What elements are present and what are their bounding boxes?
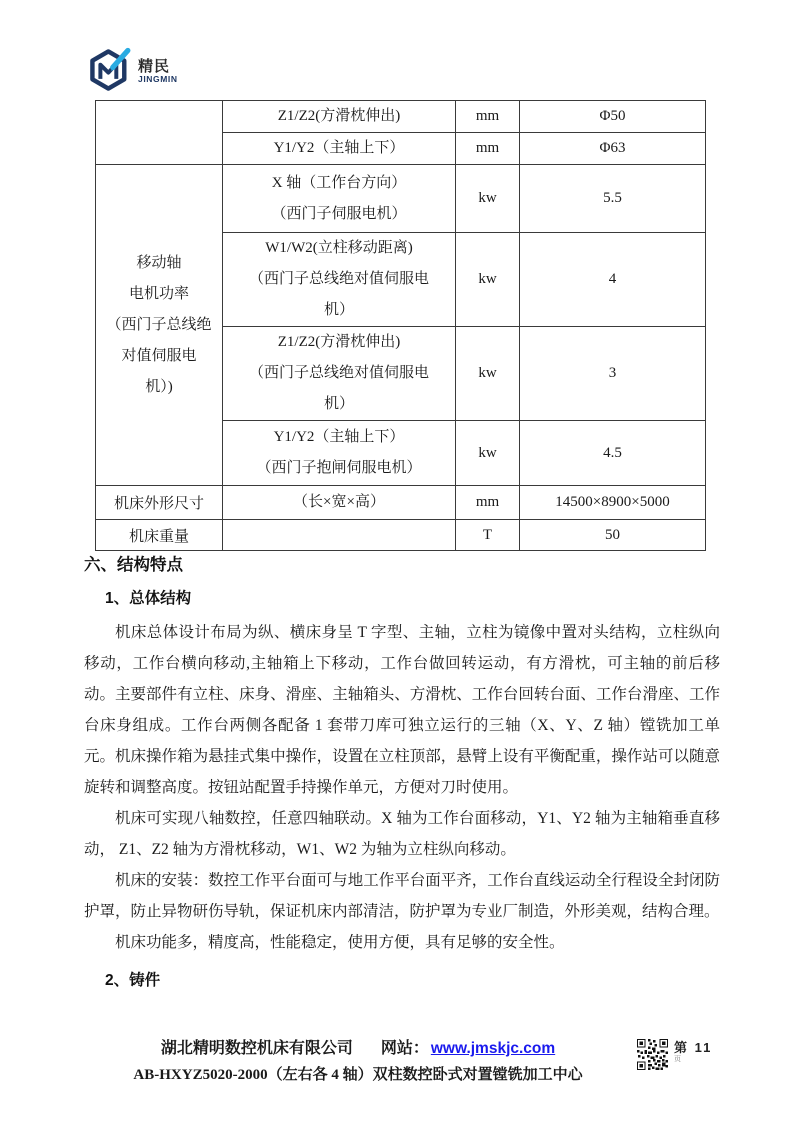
spec-unit-cell: mm [456,486,520,520]
hexagon-m-logo-icon [88,46,134,94]
spec-value-cell: 4.5 [520,421,706,486]
subsection-heading-1: 1、总体结构 [105,590,192,607]
spec-value-cell: 5.5 [520,165,706,233]
company-name: 湖北精明数控机床有限公司 [160,1040,353,1057]
spec-value-cell: 3 [520,327,706,421]
spec-value-cell: 4 [520,233,706,327]
table-row [96,101,706,133]
logo-en-label: JINGMIN [138,73,178,84]
spec-unit-cell: T [456,520,520,551]
spec-value-cell: 50 [520,520,706,551]
page-number-prefix: 第 [674,1040,690,1055]
paragraph-overall-3: 机床的安装：数控工作平台面可与地工作平台面平齐，工作台直线运动全行程设全封闭防护罩，防止异物研伤导轨，保证机床内部清洁，防护罩为专业厂制造，外形美观，结构合理。 [84,872,720,920]
spec-value-cell: 14500×8900×5000 [520,486,706,520]
page-number-suffix: 页 [674,1056,681,1063]
section-heading: 六、结构特点 [84,556,183,574]
spec-table [95,100,706,551]
paragraph-overall-1: 机床总体设计布局为纵、横床身呈 T 字型、主轴，立柱为镜像中置对头结构，立柱纵向移动，工作台横向移动,主轴箱上下移动，工作台做回转运动，有方滑枕，可主轴的前后移动。主要部件有立柱、床身、滑座、主轴箱头、方滑枕、工作台回转台面、工作台滑座、工作台床身组成。工作台两侧各配备 1 套带刀库可独立运行的三轴（X、Y、Z 轴）镗铣加工单元。机床操作箱为悬挂式集中操作，设置在立柱顶部，悬臂上设有平衡配重，操作站可以随意旋转和调整高度。按钮站配置手持操作单元，方便对刀时使用。 [84,624,720,796]
spec-unit-cell: kw [456,233,520,327]
spec-param-cell: Z1/Z2(方滑枕伸出) [223,101,456,133]
spec-param-cell: Y1/Y2（主轴上下） [223,133,456,165]
spec-param-cell: X 轴（工作台方向） （西门子伺服电机） [223,165,456,233]
spec-unit-cell: mm [456,101,520,133]
logo-text [138,59,178,84]
company-logo [88,46,178,94]
spec-param-cell [223,520,456,551]
page-number-value: 11 [694,1040,713,1055]
paragraph-overall-4: 机床功能多，精度高，性能稳定，使用方便，具有足够的安全性。 [115,934,565,951]
spec-param-cell: Z1/Z2(方滑枕伸出) （西门子总线绝对值伺服电 机） [223,327,456,421]
spec-row-label-cell: 机床外形尺寸 [96,486,223,520]
spec-group-empty-cell [96,101,223,165]
footer-text [84,1036,632,1088]
spec-value-cell: Φ63 [520,133,706,165]
paragraph-overall-2: 机床可实现八轴数控，任意四轴联动。X 轴为工作台面移动，Y1、Y2 轴为主轴箱垂直移动， Z1、Z2 轴为方滑枕移动，W1、W2 为轴为立柱纵向移动。 [84,810,720,858]
website-label: 网站： [380,1040,429,1057]
subsection-heading-2: 2、铸件 [105,972,161,989]
spec-param-cell: Y1/Y2（主轴上下） （西门子抱闸伺服电机） [223,421,456,486]
qr-code-icon [637,1039,668,1070]
spec-unit-cell: kw [456,165,520,233]
table-row [96,165,706,233]
table-row [96,520,706,551]
table-row [96,486,706,520]
spec-unit-cell: kw [456,327,520,421]
footer-model-line: AB-HXYZ5020-2000（左右各 4 轴）双柱数控卧式对置镗铣加工中心 [133,1067,583,1083]
spec-group-label-cell: 移动轴 电机功率 （西门子总线绝 对值伺服电 机）) [96,165,223,486]
spec-param-cell: （长×宽×高） [223,486,456,520]
content-area [84,551,720,999]
spec-row-label-cell: 机床重量 [96,520,223,551]
logo-cn-label: 精民 [138,57,171,75]
spec-unit-cell: kw [456,421,520,486]
page-number [674,1041,720,1064]
footer-company-line [84,1036,632,1062]
spec-value-cell: Φ50 [520,101,706,133]
website-link[interactable]: www.jmskjc.com [430,1040,556,1057]
spec-param-cell: W1/W2(立柱移动距离) （西门子总线绝对值伺服电 机） [223,233,456,327]
spec-unit-cell: mm [456,133,520,165]
